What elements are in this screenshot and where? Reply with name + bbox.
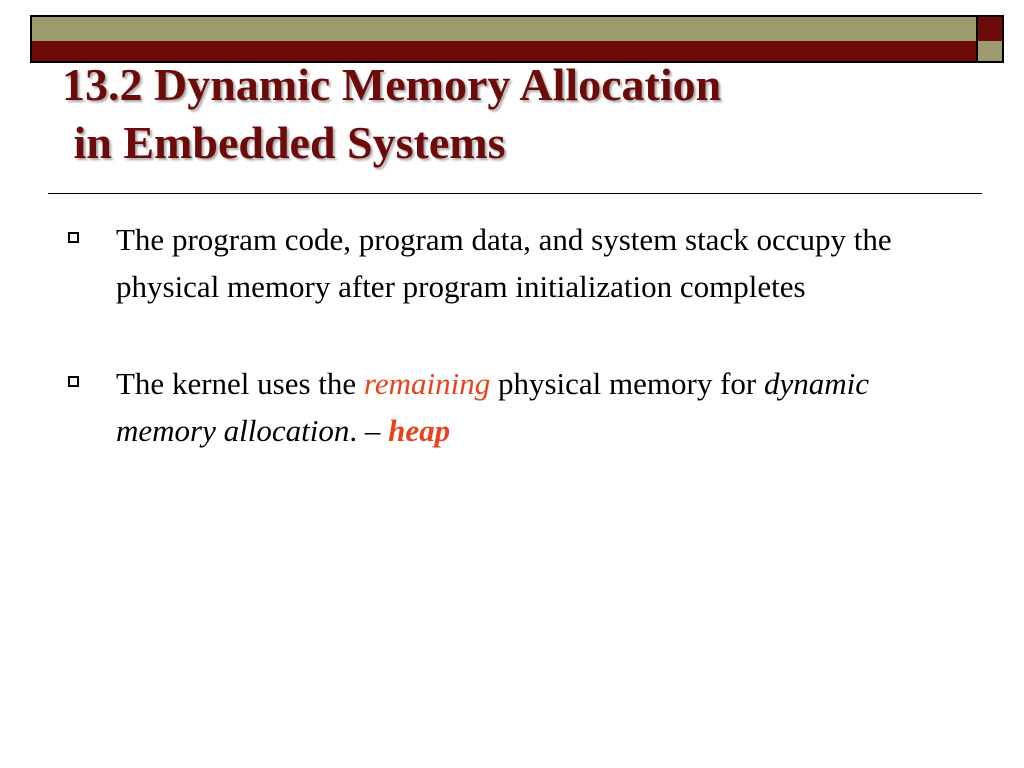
emphasis-remaining: remaining — [363, 366, 491, 401]
bullet-text-1: The program code, program data, and system stack occupy the physical memory after program initialization completes — [116, 222, 892, 304]
header-corner-olive — [976, 41, 1004, 63]
emphasis-dynamic-memory-allocation: dynamic memory allocation — [116, 366, 870, 448]
header-corner-maroon — [976, 15, 1004, 43]
bullet-2-dash: . – — [349, 413, 389, 448]
slide-title-line-2: in Embedded Systems — [62, 117, 506, 168]
bullet-item-2 — [64, 360, 964, 454]
bullet-item-1 — [64, 216, 964, 310]
emphasis-heap: heap — [388, 413, 451, 448]
bullet-list — [64, 216, 964, 454]
hollow-square-bullet-icon — [68, 376, 79, 387]
bullet-text-2 — [116, 366, 869, 448]
hollow-square-bullet-icon — [68, 232, 79, 243]
slide-title — [62, 56, 962, 172]
title-divider — [48, 193, 982, 194]
bullet-2-lead: The kernel uses the — [116, 366, 364, 401]
header-band-olive — [30, 15, 978, 43]
bullet-2-mid: physical memory for — [490, 366, 764, 401]
slide-title-line-1: 13.2 Dynamic Memory Allocation — [62, 59, 722, 110]
